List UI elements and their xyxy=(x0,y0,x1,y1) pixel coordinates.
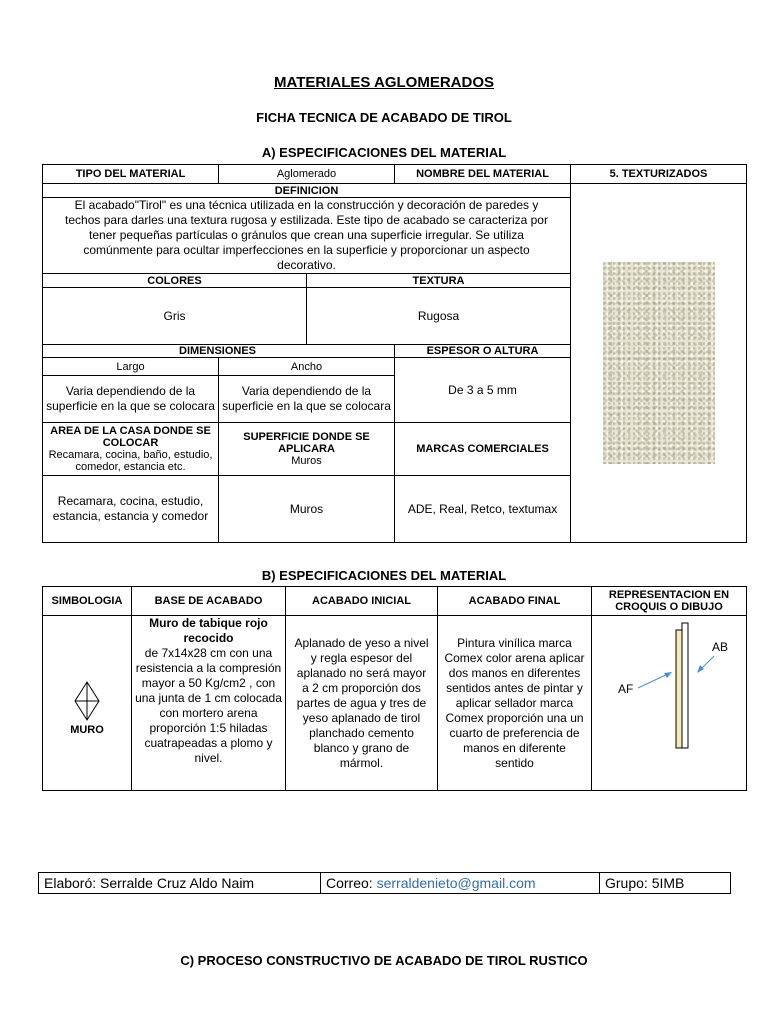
final-text: Pintura vinílica marca Comex color arena aplicar dos manos en diferentes sentidos antes de pintar y aplicar sellador marca Comex proporción una un cuarto de preferencia de manos en diferente sentido xyxy=(438,616,592,791)
simbologia-cell xyxy=(43,616,132,791)
grupo: Grupo: 5IMB xyxy=(600,873,731,894)
label-af: AF xyxy=(618,682,634,696)
elaboro: Elaboró: Serralde Cruz Aldo Naim xyxy=(39,873,321,894)
tirol-texture-image xyxy=(603,262,715,464)
base-title: Muro de tabique rojo recocido xyxy=(149,616,268,645)
definicion-label: DEFINICION xyxy=(43,184,571,198)
largo-value: Varia dependiendo de la superficie en la que se colocara xyxy=(43,376,219,423)
marcas-label: MARCAS COMERCIALES xyxy=(395,423,571,476)
section-b-heading: B) ESPECIFICACIONES DEL MATERIAL xyxy=(261,568,507,583)
footer-table xyxy=(38,872,731,894)
superficie-sub: Muros xyxy=(291,455,322,467)
col-simbologia: SIMBOLOGIA xyxy=(43,587,132,616)
page-subtitle: FICHA TECNICA DE ACABADO DE TIROL xyxy=(256,110,512,125)
inicial-text: Aplanado de yeso a nivel y regla espesor del aplanado no será mayor a 2 cm proporción dos partes de agua y tres de yeso aplanado de tirol planchado cemento blanco y grano de mármol. xyxy=(286,616,438,791)
dimensiones-label: DIMENSIONES xyxy=(43,345,395,358)
definicion-text: El acabado"Tirol" es una técnica utilizada en la construcción y decoración de paredes y techos para darles una textura rugosa y estilizada. Este tipo de acabado se caracteriza por tener pequeñas partículas o gránulos que crean una superficie irregular. Se utiliza comúnmente para ocultar imperfecciones en la superficie y proporcionar un aspecto decorativo. xyxy=(43,198,571,274)
texture-cell xyxy=(571,184,747,543)
spec-table-a xyxy=(42,164,747,543)
textura-value: Rugosa xyxy=(307,288,571,345)
muro-label: MURO xyxy=(70,724,104,736)
col-base: BASE DE ACABADO xyxy=(132,587,286,616)
tipo-label: TIPO DEL MATERIAL xyxy=(43,165,219,184)
base-text: de 7x14x28 cm con una resistencia a la compresión mayor a 50 Kg/cm2 , con una junta de 1 cm colocada con mortero arena proporción 1:5 hiladas cuatrapeadas a plomo y nivel. xyxy=(135,646,282,765)
textura-label: TEXTURA xyxy=(307,274,571,288)
marcas-value: ADE, Real, Retco, textumax xyxy=(395,476,571,543)
section-a-heading: A) ESPECIFICACIONES DEL MATERIAL xyxy=(261,145,507,160)
col-representacion: REPRESENTACION EN CROQUIS O DIBUJO xyxy=(592,587,747,616)
area-sub: Recamara, cocina, baño, estudio, comedor, estancia etc. xyxy=(48,449,213,473)
correo-label: Correo: xyxy=(326,875,377,891)
croquis-cell xyxy=(592,616,747,791)
superficie-label: SUPERFICIE DONDE SE APLICARA xyxy=(243,431,370,455)
largo-label: Largo xyxy=(43,358,219,376)
col-final: ACABADO FINAL xyxy=(438,587,592,616)
espesor-value: De 3 a 5 mm xyxy=(395,358,571,423)
base-cell xyxy=(132,616,286,791)
correo-cell xyxy=(321,873,600,894)
colores-value: Gris xyxy=(43,288,307,345)
ancho-value: Varia dependiendo de la superficie en la que se colocara xyxy=(219,376,395,423)
espesor-label: ESPESOR O ALTURA xyxy=(395,345,571,358)
nombre-label: NOMBRE DEL MATERIAL xyxy=(395,165,571,184)
nombre-value: 5. TEXTURIZADOS xyxy=(571,165,747,184)
section-c-heading: C) PROCESO CONSTRUCTIVO DE ACABADO DE TIROL RUSTICO xyxy=(180,953,588,968)
email-link[interactable]: serraldenieto@gmail.com xyxy=(376,875,536,891)
area-cell xyxy=(43,423,219,476)
page-title: MATERIALES AGLOMERADOS xyxy=(274,74,494,91)
spec-table-b xyxy=(42,586,747,791)
muro-symbol-icon xyxy=(72,680,102,722)
label-ab: AB xyxy=(712,640,729,654)
wall-section-diagram xyxy=(594,618,744,788)
col-inicial: ACABADO INICIAL xyxy=(286,587,438,616)
colores-label: COLORES xyxy=(43,274,307,288)
superficie-cell xyxy=(219,423,395,476)
ancho-label: Ancho xyxy=(219,358,395,376)
area-value: Recamara, cocina, estudio, estancia, estancia y comedor xyxy=(43,476,219,543)
tipo-value: Aglomerado xyxy=(219,165,395,184)
area-label: AREA DE LA CASA DONDE SE COLOCAR xyxy=(50,425,211,449)
superficie-value: Muros xyxy=(219,476,395,543)
